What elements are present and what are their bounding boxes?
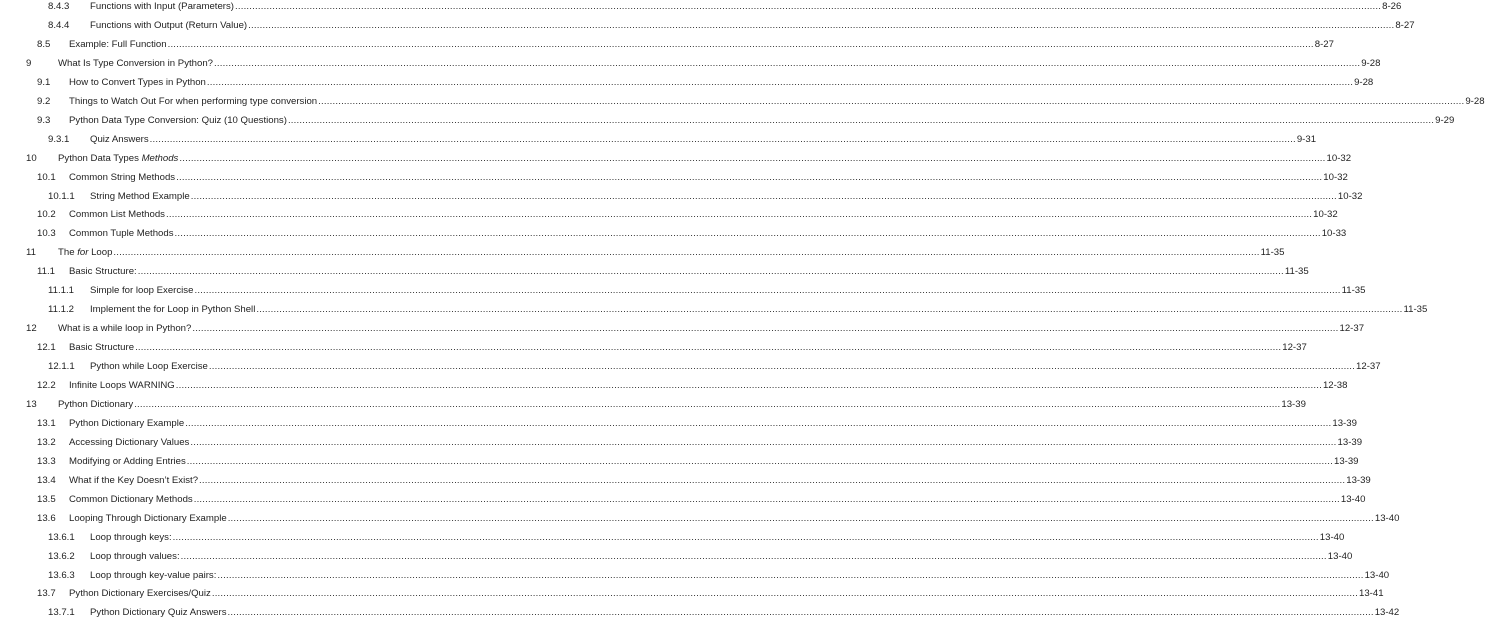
- toc-leader-dots: ................................................................................................................................................................................................................................................................................................................................................................................................................: [287, 114, 1435, 126]
- toc-entry-number: 10.1.1: [48, 190, 75, 202]
- toc-entry[interactable]: [0, 490, 1366, 509]
- toc-entry-title-part: Python Data Type Conversion: Quiz (10 Questions): [69, 114, 287, 126]
- toc-entry-title: [69, 338, 134, 357]
- toc-leader-dots: ................................................................................................................................................................................................................................................................................................................................................................................................................: [248, 19, 1395, 31]
- toc-entry-number: 10.1: [37, 171, 56, 183]
- toc-entry[interactable]: [0, 433, 1363, 452]
- toc-entry-title-part: Quiz Answers: [90, 133, 149, 145]
- toc-entry-page: 10-32: [1337, 190, 1363, 202]
- toc-leader-dots: ................................................................................................................................................................................................................................................................................................................................................................................................................: [217, 569, 1364, 581]
- toc-entry-number: 13.7: [37, 588, 56, 600]
- toc-entry-page: 10-32: [1326, 152, 1352, 164]
- toc-entry-page: 13-41: [1359, 588, 1384, 600]
- toc-entry[interactable]: [0, 187, 1363, 206]
- toc-entry-page: 13-40: [1364, 569, 1390, 581]
- toc-entry-title: [69, 376, 175, 395]
- toc-entry-page: 8-27: [1395, 19, 1415, 31]
- toc-entry-title: [90, 130, 149, 149]
- toc-entry-title-part: How to Convert Types in Python: [69, 76, 206, 88]
- toc-entry-number: 13.7.1: [48, 607, 75, 619]
- toc-entry-number: 8.5: [37, 38, 51, 50]
- toc-entry-number: 11.1: [37, 266, 55, 278]
- toc-entry[interactable]: [0, 414, 1357, 433]
- toc-entry-title-part: Things to Watch Out For when performing type conversion: [69, 95, 318, 107]
- toc-entry-title: [90, 187, 190, 206]
- toc-entry-page: 11-35: [1403, 304, 1428, 316]
- toc-entry-page: 9-28: [1354, 76, 1374, 88]
- toc-entry[interactable]: [0, 338, 1307, 357]
- toc-entry-title-part: The: [58, 247, 78, 259]
- toc-entry-number: 13.6.3: [48, 569, 75, 581]
- toc-leader-dots: ................................................................................................................................................................................................................................................................................................................................................................................................................: [227, 512, 1374, 524]
- toc-entry[interactable]: [0, 376, 1348, 395]
- toc-entry[interactable]: [0, 130, 1317, 149]
- toc-entry[interactable]: [0, 471, 1371, 490]
- toc-entry-title: [90, 300, 255, 319]
- toc-entry-page: 9-28: [1465, 95, 1485, 107]
- toc-entry[interactable]: [0, 509, 1400, 528]
- toc-entry-title: [90, 547, 180, 566]
- toc-entry-page: 11-35: [1341, 285, 1366, 297]
- toc-leader-dots: ................................................................................................................................................................................................................................................................................................................................................................................................................: [134, 398, 1281, 410]
- toc-entry-number: 8.4.3: [48, 1, 70, 12]
- toc-entry-title-part: Functions with Output (Return Value): [90, 19, 248, 31]
- toc-entry-title-part: What is a while loop in Python?: [58, 323, 192, 335]
- toc-entry[interactable]: [0, 16, 1415, 35]
- toc-entry-title-part: Simple for loop Exercise: [90, 285, 194, 297]
- toc-entry-page: 13-42: [1374, 607, 1400, 619]
- toc-entry[interactable]: [0, 168, 1348, 187]
- toc-entry-number: 10: [26, 152, 37, 164]
- toc-entry-title: [69, 35, 167, 54]
- toc-entry-number: 9: [26, 57, 32, 69]
- toc-entry-title-part: Python Dictionary Example: [69, 417, 185, 429]
- toc-leader-dots: ................................................................................................................................................................................................................................................................................................................................................................................................................: [165, 209, 1313, 221]
- toc-entry-title: [69, 490, 193, 509]
- toc-leader-dots: ................................................................................................................................................................................................................................................................................................................................................................................................................: [192, 323, 1339, 335]
- toc-entry-page: 9-28: [1361, 57, 1381, 69]
- toc-entry-title: [58, 319, 191, 338]
- toc-entry-title-part: What Is Type Conversion in Python?: [58, 57, 214, 69]
- toc-entry-title: [69, 168, 175, 187]
- toc-entry-number: 10.3: [37, 228, 56, 240]
- toc-entry-page: 13-39: [1333, 455, 1359, 467]
- toc-leader-dots: ................................................................................................................................................................................................................................................................................................................................................................................................................: [180, 550, 1327, 562]
- toc-leader-dots: ................................................................................................................................................................................................................................................................................................................................................................................................................: [208, 361, 1356, 373]
- toc-entry-title-part: Common Tuple Methods: [69, 228, 174, 240]
- toc-entry-title-part: Python Dictionary: [58, 398, 134, 410]
- toc-entry-page: 13-39: [1281, 398, 1306, 410]
- toc-leader-dots: ................................................................................................................................................................................................................................................................................................................................................................................................................: [194, 285, 1341, 297]
- toc-leader-dots: ................................................................................................................................................................................................................................................................................................................................................................................................................: [167, 38, 1314, 50]
- toc-entry-title: [69, 433, 189, 452]
- toc-leader-dots: ................................................................................................................................................................................................................................................................................................................................................................................................................: [199, 474, 1346, 486]
- toc-entry-page: 12-37: [1282, 342, 1307, 354]
- toc-entry-number: 13.2: [37, 436, 56, 448]
- toc-entry-title-part: What if the Key Doesn’t Exist?: [69, 474, 199, 486]
- toc-entry-page: 12-37: [1339, 323, 1365, 335]
- toc-leader-dots: ................................................................................................................................................................................................................................................................................................................................................................................................................: [234, 1, 1382, 12]
- toc-entry-title-part: Methods: [141, 152, 179, 164]
- toc-entry[interactable]: [0, 528, 1345, 547]
- toc-entry-number: 13.1: [37, 417, 56, 429]
- toc-entry[interactable]: [0, 584, 1384, 603]
- toc-entry[interactable]: [0, 111, 1455, 130]
- toc-entry-page: 13-40: [1327, 550, 1353, 562]
- toc-entry-title-part: for: [77, 247, 89, 259]
- toc-entry-title-part: Loop through key-value pairs:: [90, 569, 217, 581]
- toc-entry-page: 10-32: [1323, 171, 1348, 183]
- toc-entry[interactable]: [0, 452, 1359, 471]
- toc-entry-page: 13-40: [1374, 512, 1400, 524]
- toc-entry-page: 13-40: [1319, 531, 1345, 543]
- toc-entry-page: 9-31: [1296, 133, 1317, 145]
- toc-leader-dots: ................................................................................................................................................................................................................................................................................................................................................................................................................: [318, 95, 1465, 107]
- toc-entry-title: [90, 603, 227, 622]
- toc-entry[interactable]: [0, 357, 1381, 376]
- toc-entry-title: [58, 243, 112, 262]
- toc-entry[interactable]: [0, 566, 1390, 585]
- toc-entry-title: [69, 92, 317, 111]
- toc-leader-dots: ................................................................................................................................................................................................................................................................................................................................................................................................................: [179, 152, 1326, 164]
- toc-leader-dots: ................................................................................................................................................................................................................................................................................................................................................................................................................: [190, 436, 1337, 448]
- toc-leader-dots: ................................................................................................................................................................................................................................................................................................................................................................................................................: [172, 531, 1319, 543]
- toc-entry-number: 10.2: [37, 209, 56, 221]
- toc-entry[interactable]: [0, 0, 1402, 16]
- toc-entry-title: [69, 452, 186, 471]
- toc-entry-title: [69, 205, 165, 224]
- toc-entry-number: 13.6: [37, 512, 56, 524]
- toc-entry[interactable]: [0, 262, 1309, 281]
- toc-leader-dots: ................................................................................................................................................................................................................................................................................................................................................................................................................: [256, 304, 1403, 316]
- toc-entry-title: [90, 357, 208, 376]
- toc-leader-dots: ................................................................................................................................................................................................................................................................................................................................................................................................................: [135, 342, 1282, 354]
- toc-entry-title-part: Loop: [88, 247, 113, 259]
- toc-entry-title-part: Basic Structure:: [69, 266, 137, 278]
- toc-entry-page: 10-32: [1313, 209, 1338, 221]
- toc-entry-title: [69, 471, 198, 490]
- toc-entry-title-part: Loop through values:: [90, 550, 180, 562]
- toc-entry-page: 12-38: [1322, 380, 1348, 391]
- toc-entry-title: [69, 509, 227, 528]
- toc-entry-page: 13-39: [1346, 474, 1371, 486]
- toc-entry[interactable]: [0, 92, 1485, 111]
- toc-leader-dots: ................................................................................................................................................................................................................................................................................................................................................................................................................: [211, 588, 1359, 600]
- toc-entry-title-part: Loop through keys:: [90, 531, 172, 543]
- toc-entry-title: [69, 111, 287, 130]
- toc-entry[interactable]: [0, 35, 1334, 54]
- toc-leader-dots: ................................................................................................................................................................................................................................................................................................................................................................................................................: [176, 171, 1323, 183]
- toc-entry-title-part: Accessing Dictionary Values: [69, 436, 190, 448]
- toc-entry-title-part: Example: Full Function: [69, 38, 167, 50]
- toc-leader-dots: ................................................................................................................................................................................................................................................................................................................................................................................................................: [174, 228, 1321, 240]
- toc-leader-dots: ................................................................................................................................................................................................................................................................................................................................................................................................................: [186, 455, 1333, 467]
- toc-entry-title-part: Common Dictionary Methods: [69, 493, 193, 505]
- toc-entry-page: 8-26: [1382, 1, 1402, 12]
- toc-entry-page: 13-39: [1332, 417, 1357, 429]
- toc-leader-dots: ................................................................................................................................................................................................................................................................................................................................................................................................................: [113, 247, 1260, 259]
- toc-entry-number: 13.5: [37, 493, 56, 505]
- toc-entry-page: 10-33: [1321, 228, 1347, 240]
- toc-entry-title-part: Functions with Input (Parameters): [90, 1, 234, 12]
- toc-entry-number: 13.6.1: [48, 531, 75, 543]
- toc-leader-dots: ................................................................................................................................................................................................................................................................................................................................................................................................................: [214, 57, 1361, 69]
- toc-entry-title: [69, 584, 211, 603]
- toc-entry-number: 9.3.1: [48, 133, 70, 145]
- toc-entry-page: 13-40: [1340, 493, 1366, 505]
- toc-entry-title: [69, 73, 206, 92]
- toc-entry[interactable]: [0, 205, 1338, 224]
- toc-entry-title-part: Python Dictionary Exercises/Quiz: [69, 588, 211, 600]
- toc-entry-number: 9.1: [37, 76, 51, 88]
- toc-entry-number: 13: [26, 398, 37, 410]
- toc-entry-title-part: Implement the for Loop in Python Shell: [90, 304, 256, 316]
- toc-entry-title: [90, 566, 216, 585]
- toc-entry[interactable]: [0, 54, 1381, 73]
- toc-entry-page: 13-39: [1337, 436, 1363, 448]
- toc-entry-title: [90, 528, 172, 547]
- toc-entry-title: [58, 149, 178, 168]
- toc-entry[interactable]: [0, 603, 1400, 622]
- toc-entry-title-part: Python while Loop Exercise: [90, 361, 208, 373]
- toc-entry-title: [90, 281, 193, 300]
- toc-entry-title-part: Infinite Loops WARNING: [69, 380, 175, 391]
- toc-entry-title: [58, 395, 133, 414]
- toc-entry-title-part: Basic Structure: [69, 342, 135, 354]
- toc-entry-number: 8.4.4: [48, 19, 70, 31]
- toc-entry[interactable]: [0, 300, 1428, 319]
- toc-entry-number: 13.4: [37, 474, 56, 486]
- toc-entry-page: 11-35: [1260, 247, 1285, 259]
- toc-leader-dots: ................................................................................................................................................................................................................................................................................................................................................................................................................: [185, 417, 1332, 429]
- toc-leader-dots: ................................................................................................................................................................................................................................................................................................................................................................................................................: [137, 266, 1284, 278]
- toc-entry-title-part: Python Dictionary Quiz Answers: [90, 607, 227, 619]
- toc-entry-title-part: Modifying or Adding Entries: [69, 455, 186, 467]
- toc-entry-number: 9.3: [37, 114, 51, 126]
- toc-entry-title-part: Common List Methods: [69, 209, 165, 221]
- toc-entry-title: [58, 54, 213, 73]
- toc-entry-number: 9.2: [37, 95, 51, 107]
- toc-leader-dots: ................................................................................................................................................................................................................................................................................................................................................................................................................: [206, 76, 1354, 88]
- toc-leader-dots: ................................................................................................................................................................................................................................................................................................................................................................................................................: [175, 380, 1322, 391]
- toc-entry-title: [69, 414, 184, 433]
- toc-entry-number: 12.2: [37, 380, 56, 391]
- toc-entry-title-part: Python Data Types: [58, 152, 142, 164]
- toc-entry[interactable]: [0, 149, 1352, 168]
- toc-entry[interactable]: [0, 281, 1366, 300]
- toc-entry-page: 11-35: [1284, 266, 1309, 278]
- toc-entry-title: [90, 16, 247, 35]
- toc-entry-title-part: Looping Through Dictionary Example: [69, 512, 227, 524]
- toc-entry[interactable]: [0, 319, 1365, 338]
- toc-entry[interactable]: [0, 547, 1353, 566]
- toc-entry-title-part: String Method Example: [90, 190, 190, 202]
- toc-entry-page: 12-37: [1356, 361, 1381, 373]
- toc-entry-number: 12.1: [37, 342, 56, 354]
- toc-entry-number: 12: [26, 323, 37, 335]
- toc-entry-number: 13.3: [37, 455, 56, 467]
- toc-entry-page: 9-29: [1435, 114, 1455, 126]
- toc-entry-title: [69, 262, 137, 281]
- toc-leader-dots: ................................................................................................................................................................................................................................................................................................................................................................................................................: [227, 607, 1374, 619]
- toc-entry[interactable]: [0, 395, 1306, 414]
- toc-entry-number: 12.1.1: [48, 361, 75, 373]
- toc-entry-number: 11.1.2: [48, 304, 74, 316]
- toc-entry[interactable]: [0, 224, 1347, 243]
- toc-leader-dots: ................................................................................................................................................................................................................................................................................................................................................................................................................: [193, 493, 1340, 505]
- toc-entry[interactable]: [0, 73, 1374, 92]
- toc-entry-page: 8-27: [1314, 38, 1334, 50]
- toc-entry-title: [69, 224, 174, 243]
- toc-entry-title-part: Common String Methods: [69, 171, 176, 183]
- toc-entry-number: 13.6.2: [48, 550, 75, 562]
- toc-leader-dots: ................................................................................................................................................................................................................................................................................................................................................................................................................: [190, 190, 1337, 202]
- toc-entry[interactable]: [0, 243, 1285, 262]
- toc-entry-title: [90, 0, 234, 16]
- toc-leader-dots: ................................................................................................................................................................................................................................................................................................................................................................................................................: [149, 133, 1296, 145]
- toc-entry-number: 11.1.1: [48, 285, 74, 297]
- toc-entry-number: 11: [26, 247, 36, 259]
